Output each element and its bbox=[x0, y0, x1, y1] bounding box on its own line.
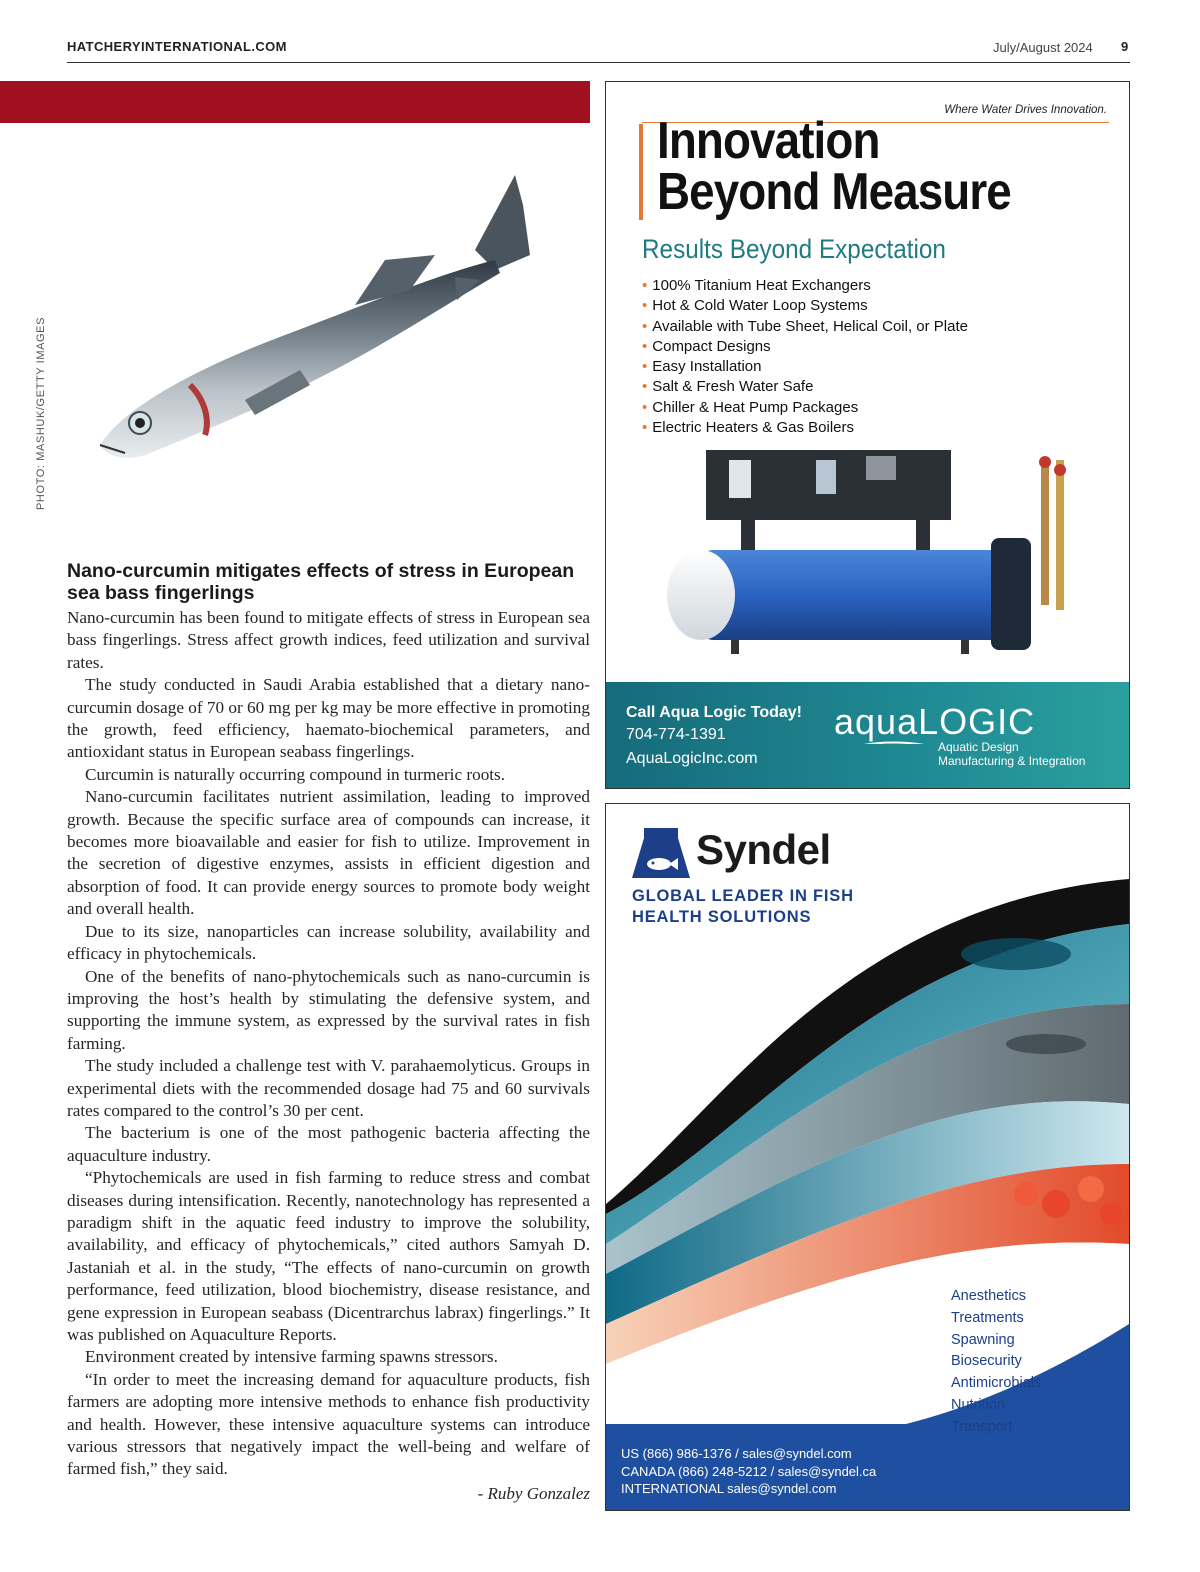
ad-headline bbox=[657, 112, 1071, 221]
service-item: Transport bbox=[951, 1418, 1013, 1435]
feature-item: • Available with Tube Sheet, Helical Coil, or Plate bbox=[642, 317, 968, 335]
syndel-tagline: GLOBAL LEADER IN FISH HEALTH SOLUTIONS bbox=[632, 887, 854, 926]
syndel-ad[interactable] bbox=[605, 803, 1130, 1511]
article-byline: - Ruby Gonzalez bbox=[477, 1483, 590, 1503]
article-paragraph: Due to its size, nanoparticles can increase solubility, availability and efficacy in phytochemicals. bbox=[67, 921, 590, 964]
page-number: 9 bbox=[1121, 39, 1129, 54]
aqualogic-ad[interactable] bbox=[605, 81, 1130, 789]
contact-canada[interactable]: CANADA (866) 248-5212 / sales@syndel.ca bbox=[621, 1463, 877, 1479]
call-to-action: Call Aqua Logic Today! bbox=[626, 704, 803, 721]
feature-item: • Electric Heaters & Gas Boilers bbox=[642, 419, 854, 437]
service-item: Anesthetics bbox=[951, 1288, 1026, 1304]
bullet-icon: • bbox=[642, 277, 648, 294]
bullet-icon: • bbox=[642, 378, 648, 396]
service-item: Treatments bbox=[951, 1309, 1024, 1326]
article-paragraph: The study conducted in Saudi Arabia established that a dietary nano-curcumin dosage of 70 or 60 mg per kg may be more effective in promoting the growth, feed efficiency, haemato-biochemical parameters, and antioxidant status in European seabass fingerlings. bbox=[67, 675, 590, 762]
bullet-icon: • bbox=[642, 337, 648, 355]
syndel-brand: Syndel bbox=[696, 826, 831, 873]
phone-number[interactable]: 704-774-1391 bbox=[626, 726, 726, 743]
ad-tagline: Where Water Drives Innovation. bbox=[944, 104, 1107, 116]
photo-credit: PHOTO: MASHUK/GETTY IMAGES bbox=[35, 316, 47, 510]
feature-item: • 100% Titanium Heat Exchangers bbox=[642, 277, 871, 294]
bullet-icon: • bbox=[642, 419, 648, 437]
contact-info bbox=[621, 1445, 876, 1498]
services-list bbox=[951, 1286, 1041, 1439]
bullet-icon: • bbox=[642, 297, 648, 315]
feature-item: • Salt & Fresh Water Safe bbox=[642, 378, 814, 396]
article-paragraph: Environment created by intensive farming spawns stressors. bbox=[85, 1347, 498, 1367]
article-paragraph: The bacterium is one of the most pathogenic bacteria affecting the aquaculture industry. bbox=[67, 1123, 590, 1165]
article-paragraph: The study included a challenge test with V. parahaemolyticus. Groups in experimental diets with the recommended dosage had 75 and 60 survivals rates compared to the control’s 30 per cent. bbox=[67, 1056, 590, 1120]
article-paragraph: Nano-curcumin has been found to mitigate effects of stress in European sea bass fingerlings. Stress affect growth indices, feed utilization and survival rates. bbox=[67, 608, 590, 672]
syndel-fish-icon bbox=[632, 828, 690, 878]
bullet-icon: • bbox=[642, 358, 648, 376]
bullet-icon: • bbox=[642, 317, 648, 335]
svg-text:aquaLOGIC: aquaLOGIC bbox=[834, 701, 1036, 742]
aqualogic-logo bbox=[834, 700, 1064, 744]
article-paragraph: “In order to meet the increasing demand for aquaculture products, fish farmers are adopting more intensive methods to enhance fish productivity and health. However, these intensive aquaculture systems can introduce various stressors that negatively impact the well-being and welfare of farmed fish,” they said. bbox=[67, 1369, 590, 1479]
headline-line-1: Innovation bbox=[657, 112, 880, 170]
issue-date: July/August 2024 bbox=[993, 40, 1093, 55]
site-name: HATCHERYINTERNATIONAL.COM bbox=[67, 39, 287, 54]
feature-item: • Hot & Cold Water Loop Systems bbox=[642, 297, 868, 315]
feature-item: • Compact Designs bbox=[642, 337, 771, 355]
feature-list bbox=[642, 276, 968, 438]
article-paragraph: Curcumin is naturally occurring compound in turmeric roots. bbox=[85, 764, 506, 784]
bullet-icon: • bbox=[642, 398, 648, 416]
ad-subheadline: Results Beyond Expectation bbox=[642, 234, 946, 264]
article-body bbox=[67, 607, 590, 1505]
service-item: Nutrition bbox=[951, 1396, 1005, 1413]
feature-item: • Easy Installation bbox=[642, 358, 762, 376]
accent-bar bbox=[639, 124, 643, 220]
ad-footer bbox=[606, 682, 1129, 788]
service-item: Spawning bbox=[951, 1331, 1015, 1348]
header-rule bbox=[67, 62, 1130, 63]
article-paragraph: One of the benefits of nano-phytochemicals such as nano-curcumin is improving the host’s health by stimulating the defensive system, and supporting the immune system, as expressed by the survival rates in fish farming. bbox=[67, 966, 590, 1053]
service-item: Antimicrobials bbox=[951, 1375, 1042, 1392]
contact-us[interactable]: US (866) 986-1376 / sales@syndel.com bbox=[621, 1446, 852, 1461]
article-paragraph: “Phytochemicals are used in fish farming to reduce stress and combat diseases during intensification. Recently, nanotechnology has represented a paradigm shift in the aquatic feed industry to improve the solubility, availability, and efficacy of phytochemicals,” cited authors Samyah D. Jastaniah et al. in the study, “The effects of nano-curcumin on growth performance, feed utilization, blood biochemistry, disease resistance, and gene expression in European seabass (Dicentrarchus labrax) fingerlings.” It was published on Aquaculture Reports. bbox=[67, 1168, 590, 1344]
contact-international[interactable]: INTERNATIONAL sales@syndel.com bbox=[621, 1481, 837, 1496]
section-banner bbox=[0, 81, 590, 123]
article-paragraph: Nano-curcumin facilitates nutrient assimilation, leading to improved growth. Because the specific surface area of compounds can increase, it becomes more bioavailable and easier for fish to utilize. Improvement in the secretion of digestive enzymes, assists in efficient digestion and absorption of food. It can provide energy sources to promote body weight and overall health. bbox=[67, 787, 590, 919]
heat-exchanger-product-image bbox=[661, 420, 1081, 670]
article-title: Nano-curcumin mitigates effects of stress in European sea bass fingerlings bbox=[67, 560, 575, 604]
feature-item: • Chiller & Heat Pump Packages bbox=[642, 398, 859, 416]
sea-bass-photo bbox=[85, 165, 535, 485]
service-item: Biosecurity bbox=[951, 1353, 1022, 1370]
headline-line-2: Beyond Measure bbox=[657, 163, 1011, 221]
logo-subtitle: Aquatic Design Manufacturing & Integration bbox=[938, 740, 1086, 768]
website-link[interactable]: AquaLogicInc.com bbox=[626, 750, 758, 767]
